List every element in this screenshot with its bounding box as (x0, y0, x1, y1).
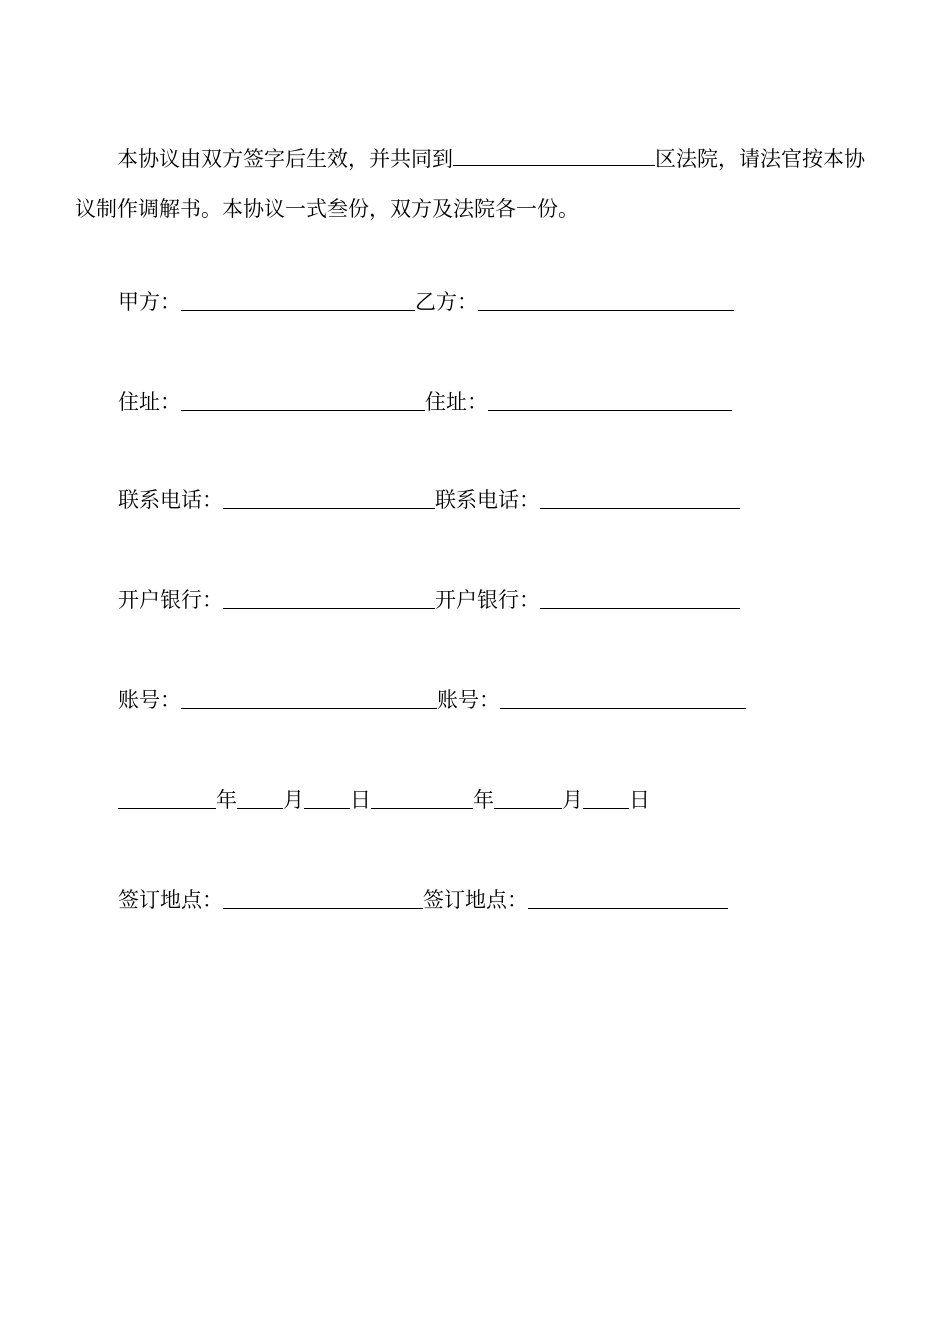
month-a-blank[interactable] (237, 807, 283, 809)
phone-a-label: 联系电话： (118, 488, 223, 512)
phone-row (118, 484, 740, 514)
party-a-blank[interactable] (181, 309, 415, 311)
place-b-blank[interactable] (528, 907, 728, 909)
place-b-label: 签订地点： (423, 888, 528, 912)
bank-b-label: 开户银行： (435, 588, 540, 612)
day-a-label: 日 (350, 788, 371, 812)
address-row (118, 386, 732, 416)
phone-b-blank[interactable] (540, 507, 740, 509)
court-name-blank[interactable] (453, 147, 655, 166)
account-row (118, 684, 746, 714)
phone-a-blank[interactable] (223, 507, 435, 509)
party-row (118, 286, 734, 316)
month-a-label: 月 (283, 788, 304, 812)
party-b-blank[interactable] (478, 309, 734, 311)
phone-b-label: 联系电话： (435, 488, 540, 512)
intro-text-1: 本协议由双方签字后生效，并共同到 (117, 147, 453, 171)
address-b-blank[interactable] (488, 409, 732, 411)
bank-a-label: 开户银行： (118, 588, 223, 612)
place-row (118, 884, 728, 914)
year-a-label: 年 (216, 788, 237, 812)
day-a-blank[interactable] (304, 807, 350, 809)
party-b-label: 乙方： (415, 290, 478, 314)
bank-a-blank[interactable] (223, 607, 435, 609)
account-b-label: 账号： (437, 688, 500, 712)
year-a-blank[interactable] (118, 807, 216, 809)
year-b-label: 年 (473, 788, 494, 812)
day-b-blank[interactable] (583, 807, 629, 809)
party-a-label: 甲方： (118, 290, 181, 314)
account-b-blank[interactable] (500, 707, 746, 709)
month-b-label: 月 (562, 788, 583, 812)
address-a-label: 住址： (118, 390, 181, 414)
place-a-label: 签订地点： (118, 888, 223, 912)
account-a-blank[interactable] (181, 707, 437, 709)
intro-text-2: 区法院，请法官按本协议制作调解书。本协议一式叁份，双方及法院各一份。 (75, 147, 865, 221)
year-b-blank[interactable] (371, 807, 473, 809)
intro-paragraph (75, 134, 885, 234)
date-row (118, 784, 650, 814)
day-b-label: 日 (629, 788, 650, 812)
address-a-blank[interactable] (181, 409, 425, 411)
account-a-label: 账号： (118, 688, 181, 712)
month-b-blank[interactable] (494, 807, 562, 809)
bank-b-blank[interactable] (540, 607, 740, 609)
place-a-blank[interactable] (223, 907, 423, 909)
address-b-label: 住址： (425, 390, 488, 414)
bank-row (118, 584, 740, 614)
